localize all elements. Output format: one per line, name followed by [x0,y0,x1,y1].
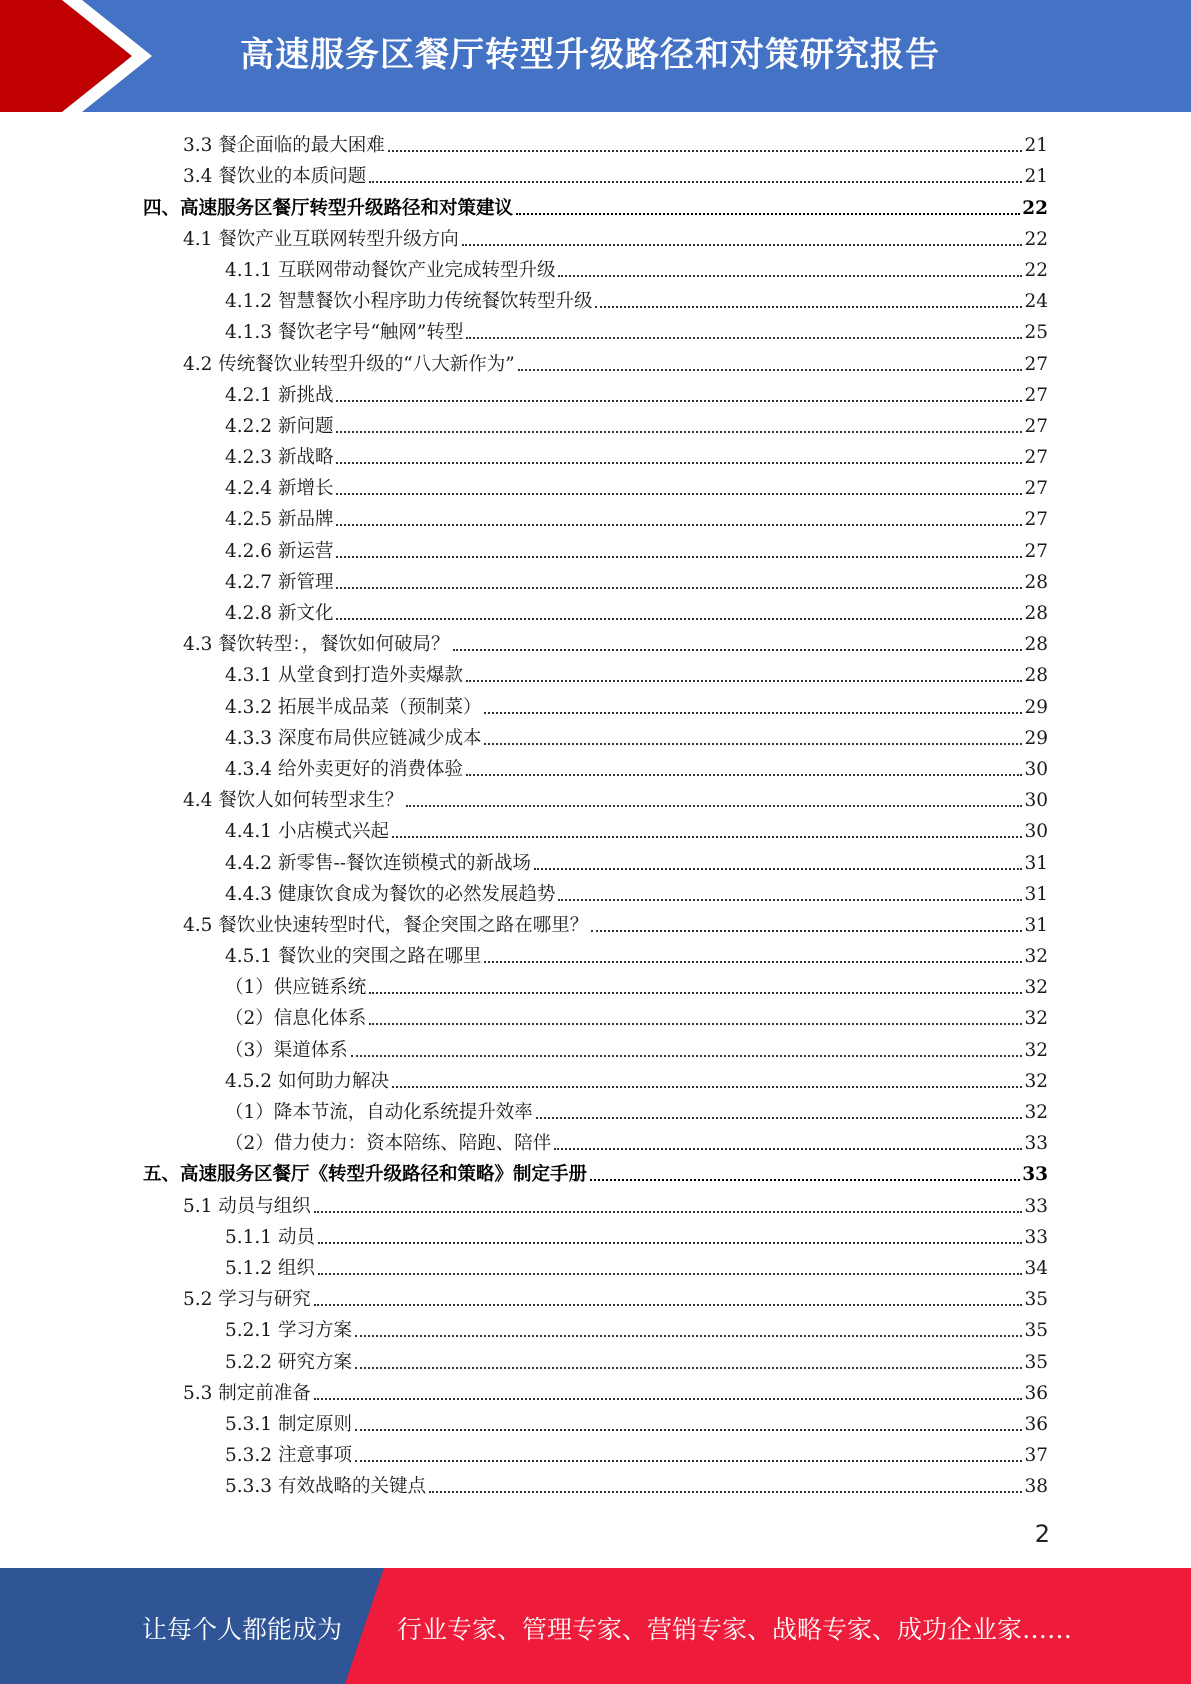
toc-entry-page: 31 [1024,914,1048,936]
toc-entry-title: 4.3.4 给外卖更好的消费体验 [225,758,463,780]
toc-entry-title: 4.1.2 智慧餐饮小程序助力传统餐饮转型升级 [225,291,593,313]
toc-dot-leader [516,213,1020,215]
toc-entry-page: 27 [1024,384,1048,406]
toc-entry-page: 32 [1024,1102,1048,1123]
toc-entry-title: （2）借力使力：资本陪练、陪跑、陪伴 [225,1133,552,1155]
toc-entry[interactable] [143,1250,1048,1281]
toc-entry[interactable] [143,595,1048,626]
toc-entry-title: 5.1.2 组织 [225,1257,315,1279]
toc-entry-title: （1）降本节流，自动化系统提升效率 [225,1102,533,1123]
toc-entry-title: （2）信息化体系 [225,1008,367,1030]
toc-entry-title: 5.1 动员与组织 [183,1195,311,1217]
toc-entry-page: 24 [1024,291,1048,313]
toc-entry-title: 4.2 传统餐饮业转型升级的“八大新作为” [183,353,515,375]
toc-entry[interactable] [143,876,1048,907]
toc-entry-page: 32 [1024,946,1048,968]
toc-entry-page: 28 [1024,634,1048,656]
toc-entry[interactable] [143,377,1048,408]
toc-dot-leader [314,1211,1023,1213]
footer-slogan-right: 行业专家、管理专家、营销专家、战略专家、成功企业家…… [397,1615,1073,1644]
toc-dot-leader [351,1055,1023,1057]
toc-dot-leader [406,805,1022,807]
toc-dot-leader [518,369,1023,371]
toc-entry-title: 4.5 餐饮业快速转型时代，餐企突围之路在哪里？ [183,914,589,936]
toc-entry[interactable] [143,1000,1048,1031]
toc-entry[interactable] [143,283,1048,314]
toc-entry[interactable] [143,408,1048,439]
toc-entry-title: 4.2.2 新问题 [225,415,334,437]
toc-entry[interactable] [143,532,1048,563]
page-footer [0,1568,1191,1684]
toc-dot-leader [336,493,1022,495]
toc-entry-title: 4.4.3 健康饮食成为餐饮的必然发展趋势 [225,883,556,905]
toc-entry-title: 5.2 学习与研究 [183,1289,311,1311]
toc-entry-title: 4.3.3 深度布局供应链减少成本 [225,727,482,749]
toc-entry-title: 4.2.4 新增长 [225,478,334,500]
toc-entry[interactable] [143,189,1048,220]
toc-entry-title: 3.3 餐企面临的最大困难 [183,135,385,157]
toc-dot-leader [336,556,1022,558]
toc-dot-leader [534,868,1022,870]
toc-entry-title: 四、高速服务区餐厅转型升级路径和对策建议 [143,197,514,219]
toc-entry[interactable] [143,501,1048,532]
toc-entry-title: 4.3.1 从堂食到打造外卖爆款 [225,665,463,687]
toc-entry[interactable] [143,907,1048,938]
toc-entry-page: 25 [1024,322,1048,344]
toc-entry[interactable] [143,688,1048,719]
toc-entry-page: 32 [1024,1008,1048,1030]
toc-dot-leader [355,1335,1023,1337]
toc-entry[interactable] [143,782,1048,813]
toc-entry-title: 4.2.6 新运营 [225,540,334,562]
toc-dot-leader [336,618,1022,620]
toc-entry-title: 5.3 制定前准备 [183,1382,311,1404]
toc-dot-leader [453,649,1023,651]
toc-entry-page: 27 [1024,353,1048,375]
toc-entry-page: 30 [1024,790,1048,812]
toc-dot-leader [429,1491,1022,1493]
toc-entry-page: 27 [1024,447,1048,469]
toc-entry[interactable] [143,1437,1048,1468]
toc-entry[interactable] [143,938,1048,969]
toc-entry-title: 4.2.1 新挑战 [225,384,334,406]
toc-entry-page: 29 [1024,696,1048,718]
toc-entry[interactable] [143,1468,1048,1499]
toc-entry-title: 4.2.5 新品牌 [225,509,334,531]
toc-entry-page: 38 [1024,1476,1048,1498]
toc-entry-title: 4.1 餐饮产业互联网转型升级方向 [183,228,459,250]
toc-dot-leader [462,244,1023,246]
toc-entry-page: 34 [1024,1257,1048,1279]
page-header [0,0,1191,112]
toc-entry[interactable] [143,1343,1048,1374]
toc-entry-title: 4.4.1 小店模式兴起 [225,821,389,843]
toc-dot-leader [336,462,1022,464]
toc-entry[interactable] [143,1375,1048,1406]
toc-entry-page: 31 [1024,883,1048,905]
toc-entry-title: 3.4 餐饮业的本质问题 [183,166,367,188]
toc-entry-page: 29 [1024,727,1048,749]
toc-dot-leader [336,431,1022,433]
toc-entry-title: 4.2.8 新文化 [225,603,334,624]
toc-entry[interactable] [143,1406,1048,1437]
toc-entry-page: 27 [1024,509,1048,531]
toc-dot-leader [484,961,1022,963]
toc-entry[interactable] [143,470,1048,501]
toc-entry[interactable] [143,844,1048,875]
toc-entry-page: 33 [1024,1195,1048,1217]
toc-entry[interactable] [143,1031,1048,1062]
toc-entry-page: 33 [1022,1164,1048,1186]
toc-entry-title: 4.4.2 新零售--餐饮连锁模式的新战场 [225,852,531,874]
footer-slogan-left: 让每个人都能成为 [142,1615,343,1644]
toc-entry-title: 4.3.2 拓展半成品菜（预制菜） [225,696,482,718]
toc-dot-leader [536,1117,1023,1119]
toc-dot-leader [369,992,1022,994]
toc-entry-page: 22 [1022,197,1048,219]
toc-dot-leader [314,1398,1023,1400]
toc-entry-page: 27 [1024,540,1048,562]
toc-entry-title: 4.1.3 餐饮老字号“触网”转型 [225,322,464,344]
toc-entry-page: 22 [1024,228,1048,250]
toc-entry[interactable] [143,969,1048,1000]
page-number: 2 [1034,1520,1050,1548]
toc-entry-page: 27 [1024,415,1048,437]
toc-entry-page: 28 [1024,665,1048,687]
toc-entry-title: （1）供应链系统 [225,977,367,999]
toc-dot-leader [484,743,1022,745]
toc-dot-leader [591,930,1022,932]
toc-entry-page: 28 [1024,571,1048,593]
toc-entry-page: 36 [1024,1382,1048,1404]
toc-dot-leader [484,712,1022,714]
toc-entry[interactable] [143,1094,1048,1125]
toc-entry[interactable] [143,221,1048,252]
toc-entry-page: 30 [1024,821,1048,843]
toc-entry-title: 4.5.1 餐饮业的突围之路在哪里 [225,946,482,968]
toc-entry[interactable] [143,252,1048,283]
toc-entry-title: 5.3.2 注意事项 [225,1445,352,1467]
toc-entry[interactable] [143,314,1048,345]
toc-entry-page: 32 [1024,977,1048,999]
toc-entry[interactable] [143,158,1048,189]
toc-entry[interactable] [143,439,1048,470]
toc-entry-title: （3）渠道体系 [225,1039,348,1061]
toc-entry-page: 32 [1024,1039,1048,1061]
toc-entry-page: 21 [1024,135,1048,157]
toc-dot-leader [355,1429,1023,1431]
toc-entry[interactable] [143,127,1048,158]
header-red-chevron [0,0,132,112]
toc-entry-title: 4.5.2 如何助力解决 [225,1070,389,1092]
toc-entry-page: 33 [1024,1226,1048,1248]
toc-dot-leader [558,899,1022,901]
toc-entry[interactable] [143,1281,1048,1312]
toc-dot-leader [392,836,1022,838]
toc-entry[interactable] [143,1063,1048,1094]
toc-entry-page: 36 [1024,1413,1048,1435]
toc-dot-leader [355,1367,1023,1369]
toc-entry-page: 35 [1024,1289,1048,1311]
toc-dot-leader [336,524,1022,526]
toc-dot-leader [336,400,1022,402]
toc-entry-page: 31 [1024,852,1048,874]
toc-entry-title: 五、高速服务区餐厅《转型升级路径和策略》制定手册 [143,1164,588,1186]
toc-entry[interactable] [143,657,1048,688]
toc-entry[interactable] [143,720,1048,751]
toc-entry[interactable] [143,751,1048,782]
toc-dot-leader [314,1304,1023,1306]
toc-entry-page: 35 [1024,1351,1048,1373]
toc-entry-page: 30 [1024,758,1048,780]
toc-dot-leader [466,337,1022,339]
toc-entry-page: 21 [1024,166,1048,188]
toc-entry-title: 5.3.1 制定原则 [225,1413,352,1435]
toc-entry-title: 4.3 餐饮转型：，餐饮如何破局？ [183,634,450,656]
toc-dot-leader [369,1023,1022,1025]
toc-entry-title: 5.1.1 动员 [225,1226,315,1248]
toc-dot-leader [318,1273,1023,1275]
toc-entry-page: 33 [1024,1133,1048,1155]
toc-entry[interactable] [143,1187,1048,1218]
toc-entry-page: 37 [1024,1445,1048,1467]
toc-entry[interactable] [143,1125,1048,1156]
table-of-contents [143,127,1048,1499]
toc-entry-page: 28 [1024,603,1048,624]
toc-entry[interactable] [143,1219,1048,1250]
toc-dot-leader [355,1460,1023,1462]
toc-dot-leader [369,181,1022,183]
toc-entry[interactable] [143,1156,1048,1187]
toc-dot-leader [558,275,1022,277]
toc-dot-leader [466,680,1022,682]
toc-entry-page: 27 [1024,478,1048,500]
toc-entry[interactable] [143,1312,1048,1343]
toc-entry-page: 22 [1024,259,1048,281]
toc-entry-title: 5.2.2 研究方案 [225,1351,352,1373]
toc-entry[interactable] [143,626,1048,657]
toc-entry-page: 32 [1024,1070,1048,1092]
toc-entry-title: 4.2.7 新管理 [225,571,334,593]
toc-dot-leader [595,306,1022,308]
document-title: 高速服务区餐厅转型升级路径和对策研究报告 [240,35,940,75]
toc-entry-title: 4.4 餐饮人如何转型求生？ [183,790,404,812]
toc-dot-leader [318,1242,1023,1244]
toc-entry-title: 4.2.3 新战略 [225,447,334,469]
toc-dot-leader [336,587,1022,589]
toc-dot-leader [590,1179,1020,1181]
toc-entry-page: 35 [1024,1320,1048,1342]
toc-entry-title: 5.2.1 学习方案 [225,1320,352,1342]
toc-entry[interactable] [143,813,1048,844]
toc-entry-title: 4.1.1 互联网带动餐饮产业完成转型升级 [225,259,556,281]
toc-dot-leader [466,774,1022,776]
toc-dot-leader [392,1086,1022,1088]
toc-dot-leader [388,150,1023,152]
toc-entry[interactable] [143,564,1048,595]
toc-entry-title: 5.3.3 有效战略的关键点 [225,1476,426,1498]
toc-dot-leader [554,1148,1022,1150]
toc-entry[interactable] [143,345,1048,376]
